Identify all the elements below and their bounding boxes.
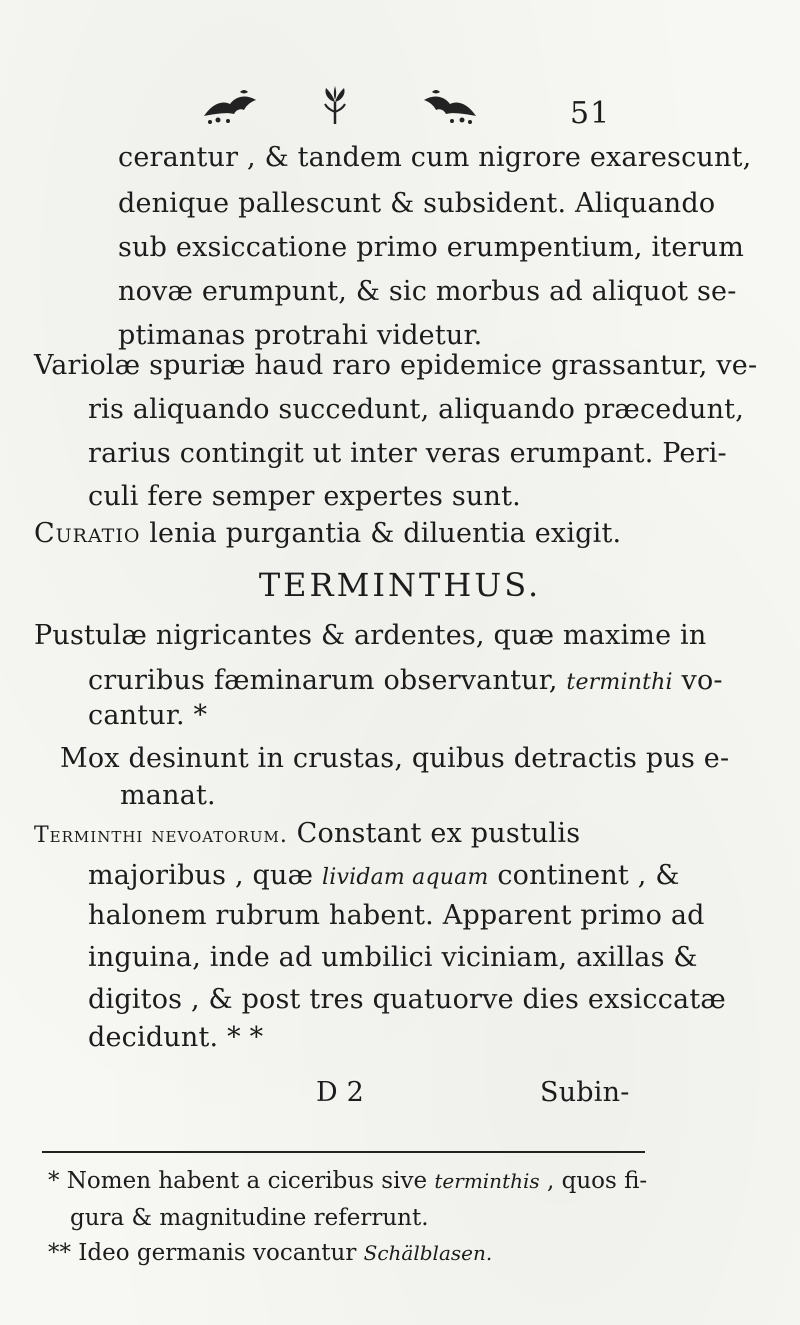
footnote-rule <box>42 1151 645 1153</box>
section-lead-curatio: Curatio <box>34 518 141 549</box>
text-line: Variolæ spuriæ haud raro epidemice grassantur, ve- <box>34 350 758 381</box>
text-line <box>34 818 580 849</box>
section-lead-terminthi: Terminthi nevoatorum. <box>34 823 288 848</box>
text-span: continent , & <box>488 860 680 891</box>
text-line: ris aliquando succedunt, aliquando præcedunt, <box>88 394 744 425</box>
text-line: Pustulæ nigricantes & ardentes, quæ maxime in <box>34 620 707 651</box>
text-span: ** Ideo germanis vocantur <box>48 1240 364 1266</box>
text-span: * Nomen habent a ciceribus sive <box>48 1168 435 1194</box>
text-span: Constant ex pustulis <box>287 818 581 849</box>
text-line: digitos , & post tres quatuorve dies exsiccatæ <box>88 984 726 1015</box>
italic-term: lividam aquam <box>321 865 489 890</box>
footnote-line <box>48 1240 492 1266</box>
floral-ornament-left-icon <box>200 86 262 126</box>
floral-ornament-right-icon <box>418 86 480 126</box>
italic-term: terminthi <box>566 670 673 695</box>
text-line: sub exsiccatione primo erumpentium, iterum <box>118 232 745 263</box>
text-span: vo- <box>672 665 723 696</box>
text-line: Mox desinunt in crustas, quibus detractis pus e- <box>60 743 730 774</box>
catchword: Subin- <box>540 1077 630 1108</box>
text-line: ptimanas protrahi videtur. <box>118 320 483 351</box>
text-line: cantur. * <box>88 700 208 731</box>
signature-mark: D 2 <box>316 1077 365 1108</box>
text-span: majoribus , quæ <box>88 860 322 891</box>
italic-term: Schälblasen. <box>363 1241 493 1265</box>
text-line: rarius contingit ut inter veras erumpant. Peri- <box>88 438 727 469</box>
text-line: inguina, inde ad umbilici viciniam, axillas & <box>88 942 698 973</box>
text-line: halonem rubrum habent. Apparent primo ad <box>88 900 705 931</box>
floral-ornament-center-icon <box>320 86 350 126</box>
text-line <box>34 518 621 549</box>
text-span: lenia purgantia & diluentia exigit. <box>140 518 622 549</box>
text-span: , quos fi- <box>539 1168 648 1194</box>
page-number: 51 <box>570 96 611 131</box>
text-line <box>88 665 723 696</box>
text-line: decidunt. * * <box>88 1022 264 1053</box>
footnote-line <box>48 1168 647 1194</box>
text-line: denique pallescunt & subsident. Aliquando <box>118 188 716 219</box>
text-line: cerantur , & tandem cum nigrore exarescunt, <box>118 142 752 173</box>
italic-term: terminthis <box>434 1169 540 1193</box>
section-heading: TERMINTHUS. <box>258 566 542 604</box>
footnote-line: gura & magnitudine referrunt. <box>70 1205 429 1231</box>
text-line: novæ erumpunt, & sic morbus ad aliquot se- <box>118 276 737 307</box>
text-line: manat. <box>120 780 216 811</box>
text-span: cruribus fæminarum observantur, <box>88 665 567 696</box>
text-line: culi fere semper expertes sunt. <box>88 481 521 512</box>
text-line <box>88 860 680 891</box>
